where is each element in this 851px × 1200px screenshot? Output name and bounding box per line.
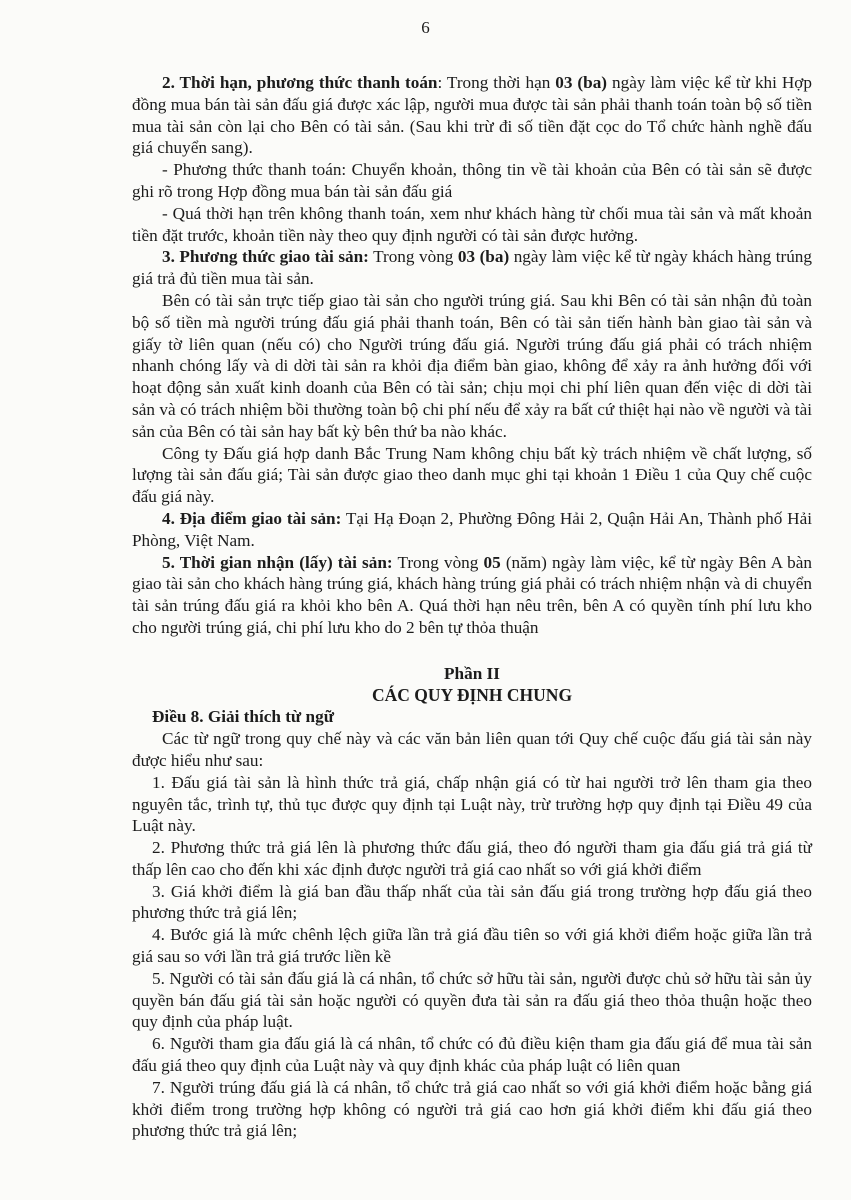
definition-item: 6. Người tham gia đấu giá là cá nhân, tổ chức có đủ điều kiện tham gia đấu giá để mua tài sản đấu giá theo quy định của Luật này và quy định khác của pháp luật có liên quan bbox=[132, 1034, 812, 1076]
section-5-heading: 5. Thời gian nhận (lấy) tài sản: bbox=[162, 552, 393, 572]
section-4-paragraph: 4. Địa điểm giao tài sản: Tại Hạ Đoạn 2, Phường Đông Hải 2, Quận Hải An, Thành phố Hải Phòng, Việt Nam. bbox=[132, 508, 812, 550]
section-2-paragraph: 2. Thời hạn, phương thức thanh toán: Trong thời hạn 03 (ba) ngày làm việc kể từ khi Hợp đồng mua bán tài sản đấu giá được xác lập, người mua được tài sản phải thanh toán toàn bộ số tiền mua tài sản còn lại cho Bên có tài sản. (Sau khi trừ đi số tiền đặt cọc do Tổ chức hành nghề đấu giá chuyển sang). bbox=[132, 73, 812, 158]
definition-item: 4. Bước giá là mức chênh lệch giữa lần trả giá đầu tiên so với giá khởi điểm hoặc giữa lần trả giá sau so với lần trả giá trước liền kề bbox=[132, 925, 812, 967]
definition-item: 1. Đấu giá tài sản là hình thức trả giá, chấp nhận giá có từ hai người trở lên tham gia theo nguyên tắc, trình tự, thủ tục được quy định tại Luật này, trừ trường hợp quy định tại Điều 49 của Luật này. bbox=[132, 772, 812, 836]
section-3-paragraph: 3. Phương thức giao tài sản: Trong vòng 03 (ba) ngày làm việc kể từ ngày khách hàng trúng giá trả đủ tiền mua tài sản. bbox=[132, 247, 812, 289]
section-3-handover-paragraph: Bên có tài sản trực tiếp giao tài sản cho người trúng giá. Sau khi Bên có tài sản nhận đủ toàn bộ số tiền mà người trúng đấu giá phải thanh toán, Bên có tài sản tiến hành bàn giao tài sản và giấy tờ liên quan (nếu có) cho Người trúng đấu giá. Người trúng đấu giá phải có trách nhiệm nhanh chóng lấy và di dời tài sản ra khỏi địa điểm bàn giao, không để xảy ra ảnh hưởng đối với hoạt động sản xuất kinh doanh của Bên có tài sản; chịu mọi chi phí liên quan đến việc di dời tài sản và có trách nhiệm bồi thường toàn bộ chi phí nếu để xảy ra bất cứ thiệt hại nào về người và tài sản của Bên có tài sản hay bất kỳ bên thứ ba nào khác. bbox=[132, 290, 812, 441]
article-8-heading: Điều 8. Giải thích từ ngữ bbox=[152, 707, 335, 727]
part-label: Phần II bbox=[444, 663, 500, 683]
part-title: CÁC QUY ĐỊNH CHUNG bbox=[371, 684, 573, 705]
definition-item: 5. Người có tài sản đấu giá là cá nhân, tổ chức sở hữu tài sản, người được chủ sở hữu tài sản ủy quyền bán đấu giá tài sản hoặc người có quyền đưa tài sản ra đấu giá theo thỏa thuận hoặc theo quy định của pháp luật. bbox=[132, 968, 812, 1032]
section-4-heading: 4. Địa điểm giao tài sản: bbox=[162, 508, 342, 528]
section-3-heading: 3. Phương thức giao tài sản: bbox=[162, 247, 369, 267]
section-3-disclaimer-paragraph: Công ty Đấu giá hợp danh Bắc Trung Nam không chịu bất kỳ trách nhiệm về chất lượng, số lượng tài sản đấu giá; Tài sản được giao theo danh mục ghi tại khoản 1 Điều 1 của Quy chế cuộc đấu giá này. bbox=[132, 443, 812, 507]
section-5-paragraph: 5. Thời gian nhận (lấy) tài sản: Trong vòng 05 (năm) ngày làm việc, kể từ ngày Bên A bàn giao tài sản cho khách hàng trúng giá, khách hàng trúng giá phải có trách nhiệm nhận và di chuyển tài sản trúng đấu giá ra khỏi kho bên A. Quá thời hạn nêu trên, bên A có quyền tính phí lưu kho cho người trúng giá, chi phí lưu kho do 2 bên tự thỏa thuận bbox=[132, 552, 812, 637]
section-2-bullet-late-payment: - Quá thời hạn trên không thanh toán, xem như khách hàng từ chối mua tài sản và mất khoản tiền đặt trước, khoản tiền này theo quy định người có tài sản được hưởng. bbox=[132, 203, 812, 245]
definition-item: 2. Phương thức trả giá lên là phương thức đấu giá, theo đó người tham gia đấu giá trả giá từ thấp lên cao cho đến khi xác định được người trả giá cao nhất so với giá khởi điểm bbox=[132, 838, 812, 879]
page-number: 6 bbox=[421, 18, 430, 37]
section-2-heading: 2. Thời hạn, phương thức thanh toán bbox=[162, 73, 438, 92]
definition-item: 3. Giá khởi điểm là giá ban đầu thấp nhất của tài sản đấu giá trong trường hợp đấu giá theo phương thức trả giá lên; bbox=[132, 881, 812, 923]
document-body bbox=[132, 72, 812, 1142]
definition-item: 7. Người trúng đấu giá là cá nhân, tổ chức trả giá cao nhất so với giá khởi điểm hoặc bằng giá khởi điểm trong trường hợp không có người trả giá cao hơn giá khởi điểm khi đấu giá theo phương thức trả giá lên; bbox=[132, 1077, 812, 1141]
article-8-intro: Các từ ngữ trong quy chế này và các văn bản liên quan tới Quy chế cuộc đấu giá tài sản này được hiểu như sau: bbox=[132, 729, 812, 770]
section-2-bullet-payment-method: - Phương thức thanh toán: Chuyển khoản, thông tin về tài khoản của Bên có tài sản sẽ được ghi rõ trong Hợp đồng mua bán tài sản đấu giá bbox=[132, 160, 812, 201]
